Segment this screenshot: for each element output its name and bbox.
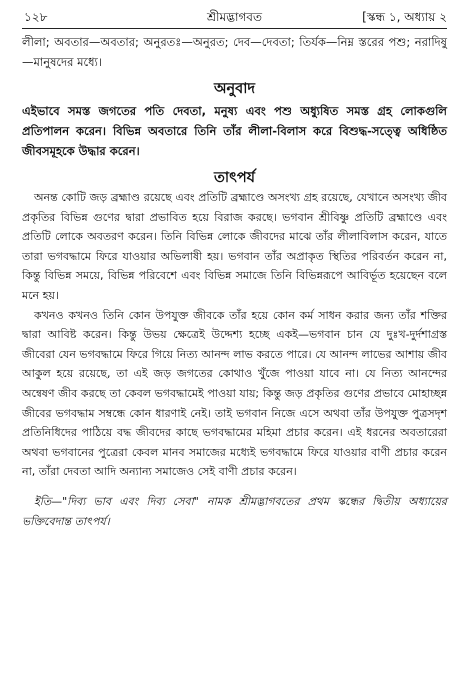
chapter-closing-note: ইতি—"দিব্য ভাব এবং দিব্য সেবা" নামক শ্রীমদ্ভাগবতের প্রথম স্কন্ধের দ্বিতীয় অধ্যায়ের ভক্তিবেদান্ত তাৎপর্য।	[22, 494, 447, 528]
purport-body	[22, 188, 447, 482]
purport-paragraph-2: কখনও কখনও তিনি কোন উপযুক্ত জীবকে তাঁর হয়ে কোন কর্ম সাধন করার জন্য তাঁর শক্তির দ্বারা আবিষ্ট করেন। কিন্তু উভয় ক্ষেত্রেই উদ্দেশ্য হচ্ছে একই—ভগবান চান যে দুঃখ-দুর্দশাগ্রস্ত জীবেরা যেন ভগবদ্ধামে ফিরে গিয়ে নিত্য আনন্দ লাভ করতে পারে। যে আনন্দ লাভের আশায় জীব আকুল হয়ে রয়েছে, তা এই জড় জগতের কোথাও খুঁজে পাওয়া যাবে না। যে নিত্য আনন্দের অন্বেষণ জীব করছে তা কেবল ভগবদ্ধামেই পাওয়া যায়; কিন্তু জড় প্রকৃতির গুণের প্রভাবে মোহাচ্ছন্ন জীবের ভগবদ্ধাম সম্বন্ধে কোন ধারণাই নেই। তাই ভগবান নিজে এসে অথবা তাঁর উপযুক্ত পুত্রসদৃশ প্রতিনিধিদের পাঠিয়ে বদ্ধ জীবদের কাছে ভগবদ্ধামের মহিমা প্রচার করেন। এই ধরনের অবতারেরা অথবা ভগবানের পুত্রেরা কেবল মানব সমাজের মধ্যেই ভগবদ্ধামে ফিরে যাওয়ার বাণী প্রচার করেন না, তাঁরা দেবতা আদি অন্যান্য সমাজেও সেই বাণী প্রচার করেন।	[22, 308, 447, 479]
translation-heading: অনুবাদ	[213, 81, 256, 97]
chapter-reference: [স্কন্ধ ১, অধ্যায় ২	[362, 10, 447, 24]
word-meanings: লীলা; অবতার—অবতার; অনুরতঃ—অনুরত; দেব—দেবতা; তির্যক—নিম্ন স্তরের পশু; নরাদিষু—মানুষদের মধ্যে।	[22, 35, 447, 69]
book-title: শ্রীমদ্ভাগবত	[206, 10, 262, 24]
purport-heading: তাৎপর্য	[213, 170, 256, 186]
page-header	[22, 6, 447, 29]
page-number: ১২৮	[24, 10, 48, 24]
purport-paragraph-1: অনন্ত কোটি জড় ব্রহ্মাণ্ড রয়েছে এবং প্রতিটি ব্রহ্মাণ্ডে অসংখ্য গ্রহ রয়েছে, যেখানে অসংখ্য জীব প্রকৃতির বিভিন্ন গুণের দ্বারা প্রভাবিত হয়ে বিরাজ করছে। ভগবান শ্রীবিষ্ণু প্রতিটি ব্রহ্মাণ্ডে এবং প্রতিটি লোকে অবতরণ করেন। তিনি বিভিন্ন লোকে জীবদের মাঝে তাঁর লীলাবিলাস করেন, যাতে তারা ভগবদ্ধামে ফিরে যাওয়ার অভিলাষী হয়। ভগবান তাঁর অপ্রাকৃত স্থিতির পরিবর্তন করেন না, কিন্তু বিভিন্ন সময়ে, বিভিন্ন পরিবেশে এবং বিভিন্ন সমাজে তিনি বিভিন্নরূপে আবির্ভূত হয়েছেন বলে মনে হয়।	[22, 191, 447, 302]
translation-text: এইভাবে সমস্ত জগতের পতি দেবতা, মনুষ্য এবং পশু অধ্যুষিত সমস্ত গ্রহ লোকগুলি প্রতিপালন করেন। বিভিন্ন অবতারে তিনি তাঁর লীলা-বিলাস করে বিশুদ্ধ-সত্ত্বে অধিষ্ঠিত জীবসমূহকে উদ্ধার করেন।	[22, 104, 447, 158]
